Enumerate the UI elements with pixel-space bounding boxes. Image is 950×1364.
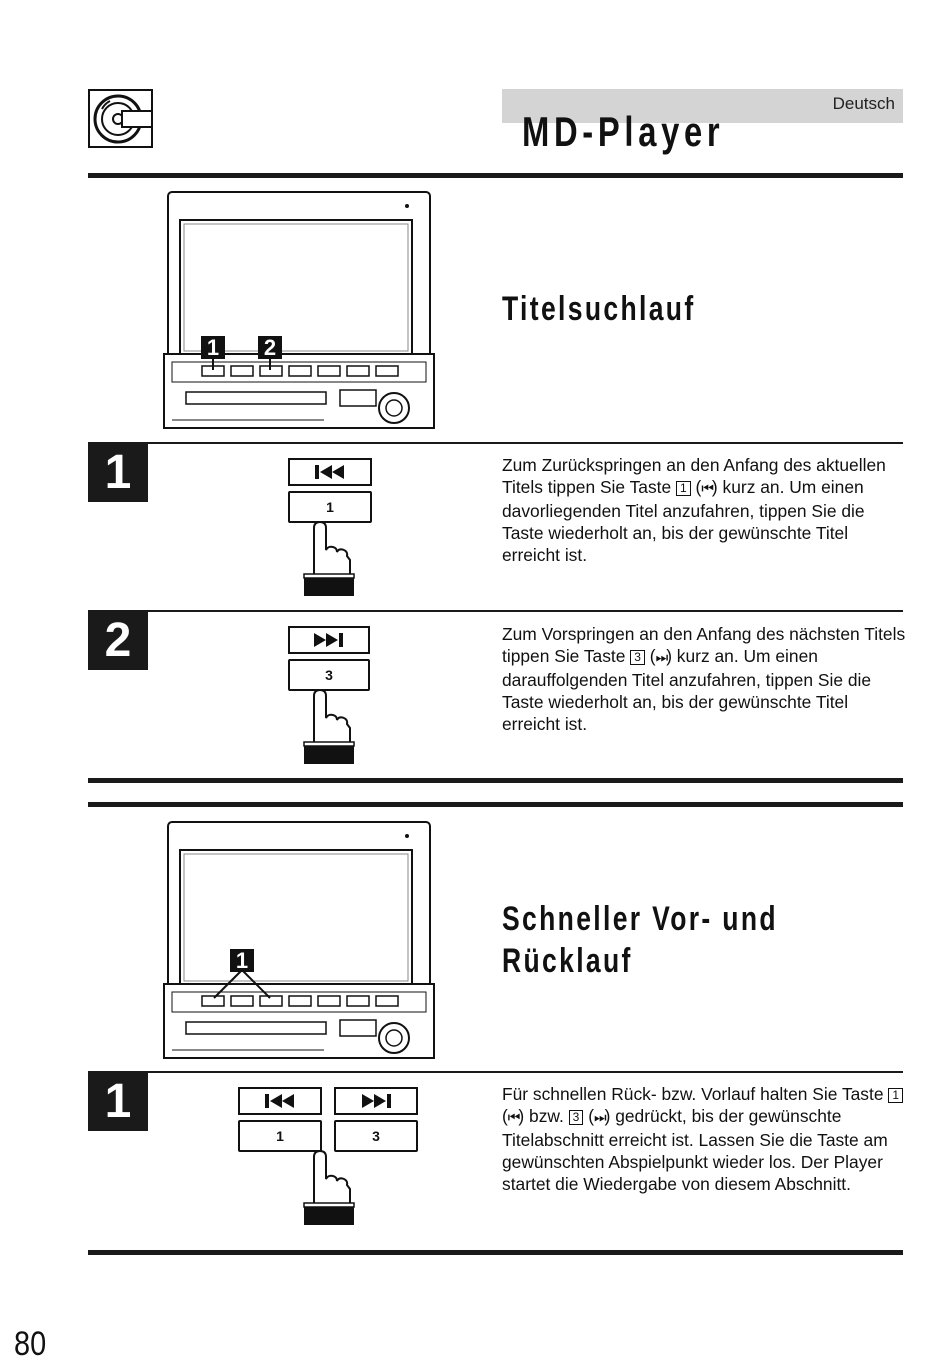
- pointing-hand-icon: [300, 520, 360, 596]
- text-part: ) gedrückt, bis der gewünschte Titelabschnitt erreicht ist. Lassen Sie die Taste am gewünschten Abspielpunkt wieder los. Der Player startet die Wiedergabe von diesem Abschnitt.: [502, 1106, 888, 1195]
- previous-track-icon: ⏮: [507, 1109, 519, 1126]
- next-track-icon: [334, 1087, 418, 1115]
- text-part: (: [644, 646, 656, 667]
- text-part: ) kurz an. Um einen darauffolgenden Titel anzufahren, tippen Sie die Taste wiederholt an, bis der gewünschte Titel erreicht ist.: [502, 646, 872, 735]
- next-track-icon: [288, 626, 370, 654]
- text-part: (: [502, 1106, 508, 1127]
- divider: [88, 1250, 903, 1255]
- device-illustration: [164, 190, 436, 430]
- key-reference: 1: [676, 481, 691, 496]
- next-track-icon: ⏭: [655, 649, 667, 666]
- step-number: 1: [88, 444, 148, 502]
- language-label: Deutsch: [832, 94, 895, 113]
- callout-badge: 1: [201, 336, 225, 359]
- md-disc-icon: [88, 89, 154, 149]
- callout-line: [200, 358, 290, 378]
- key-button[interactable]: 3: [334, 1120, 418, 1152]
- callout-line: [200, 970, 290, 1000]
- page-number: 80: [14, 1325, 47, 1363]
- key-reference: 3: [569, 1110, 584, 1125]
- divider: [88, 802, 903, 807]
- text-part: (: [690, 477, 702, 498]
- text-part: ) bzw.: [518, 1106, 569, 1127]
- divider: [88, 778, 903, 783]
- previous-track-icon: [238, 1087, 322, 1115]
- text-part: (: [583, 1106, 594, 1127]
- device-illustration: [164, 820, 436, 1060]
- next-track-icon: ⏭: [593, 1109, 605, 1126]
- previous-track-icon: ⏮: [701, 480, 712, 497]
- pointing-hand-icon: [300, 688, 360, 764]
- key-button[interactable]: 1: [238, 1120, 322, 1152]
- key-reference: 3: [630, 650, 645, 665]
- step-number: 1: [88, 1073, 148, 1131]
- callout-badge: 1: [230, 949, 254, 972]
- pointing-hand-icon: [300, 1149, 360, 1225]
- text-part: Für schnellen Rück- bzw. Vorlauf halten Sie Taste: [502, 1084, 889, 1104]
- section-title-line: Rücklauf: [502, 942, 633, 980]
- instruction-text: [502, 454, 907, 566]
- section-title-line: Schneller Vor- und: [502, 900, 778, 938]
- instruction-text: [502, 1083, 907, 1195]
- text-part: Zum Zurückspringen an den Anfang des aktuellen Titels tippen Sie Taste: [502, 455, 886, 498]
- text-part: Zum Vorspringen an den Anfang des nächsten Titels tippen Sie Taste: [502, 624, 906, 667]
- divider: [88, 1071, 903, 1073]
- section-title: [502, 898, 778, 982]
- text-part: ) kurz an. Um einen davorliegenden Titel anzufahren, tippen Sie die Taste wiederholt an, bis der gewünschte Titel erreicht ist.: [502, 477, 865, 566]
- divider: [88, 173, 903, 178]
- divider: [88, 442, 903, 444]
- callout-badge: 2: [258, 336, 282, 359]
- step-number: 2: [88, 612, 148, 670]
- key-button[interactable]: 3: [288, 659, 370, 691]
- key-button[interactable]: 1: [288, 491, 372, 523]
- instruction-text: [502, 623, 907, 735]
- button-illustration: [238, 1087, 420, 1157]
- section-title: Titelsuchlauf: [502, 290, 696, 328]
- previous-track-icon: [288, 458, 372, 486]
- page-title: MD-Player: [522, 108, 725, 155]
- divider: [88, 610, 903, 612]
- key-reference: 1: [888, 1088, 903, 1103]
